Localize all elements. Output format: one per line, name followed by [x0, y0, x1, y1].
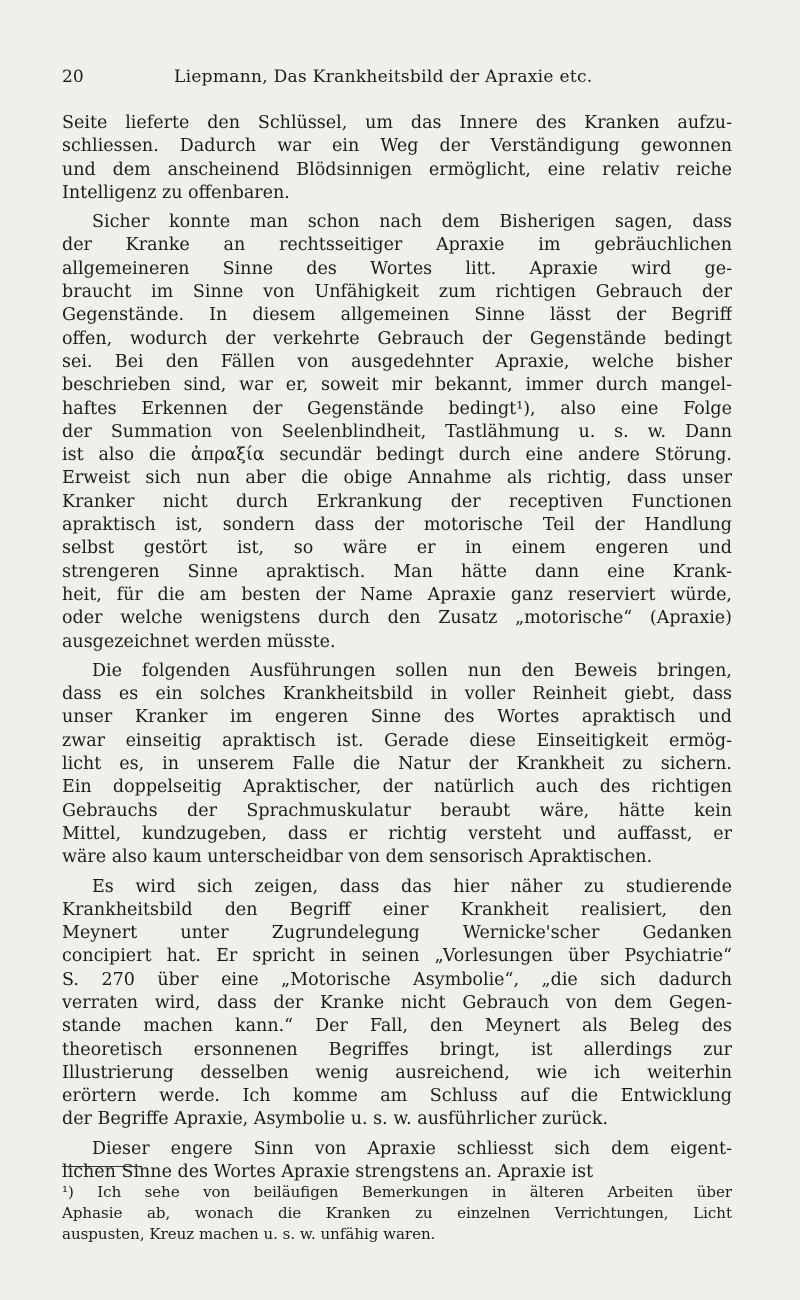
text-line: sei. Bei den Fällen von ausgedehnter Apraxie, welche bisher [62, 351, 732, 372]
paragraph [62, 112, 732, 205]
footnote-line: auspusten, Kreuz machen u. s. w. unfähig waren. [62, 1225, 436, 1243]
paragraph [62, 660, 732, 870]
text-line: dass es ein solches Krankheitsbild in voller Reinheit giebt, dass [62, 684, 732, 705]
paragraph [62, 876, 732, 1132]
text-line: Illustrierung desselben wenig ausreichend, wie ich weiterhin [62, 1062, 732, 1083]
text-line: ausgezeichnet werden müsste. [62, 631, 336, 652]
text-line: oder welche wenigstens durch den Zusatz „motorische“ (Apraxie) [62, 608, 732, 629]
text-line: haftes Erkennen der Gegenstände bedingt¹), also eine Folge [62, 398, 732, 419]
text-line: Seite lieferte den Schlüssel, um das Innere des Kranken aufzu- [62, 113, 732, 133]
paragraph [62, 211, 732, 654]
text-line: Dieser engere Sinn von Apraxie schliesst sich dem eigent- [92, 1138, 732, 1159]
text-line: der Kranke an rechtsseitiger Apraxie im gebräuchlichen [62, 235, 732, 256]
text-line: lichen Sinne des Wortes Apraxie strengstens an. Apraxie ist [62, 1162, 594, 1183]
text-line: der Summation von Seelenblindheit, Tastlähmung u. s. w. Dann [62, 421, 732, 442]
text-line: Es wird sich zeigen, dass das hier näher zu studierende [92, 876, 732, 897]
text-line: zwar einseitig apraktisch ist. Gerade diese Einseitigkeit ermög- [62, 730, 732, 751]
text-line: wäre also kaum unterscheidbar von dem sensorisch Apraktischen. [62, 847, 653, 868]
text-line: S. 270 über eine „Motorische Asymbolie“, „die sich dadurch [62, 969, 732, 990]
text-line: verraten wird, dass der Kranke nicht Gebrauch von dem Gegen- [62, 992, 732, 1013]
page-number: 20 [62, 67, 84, 87]
text-line: ist also die ἀπραξία secundär bedingt durch eine andere Störung. [62, 445, 732, 466]
text-line: concipiert hat. Er spricht in seinen „Vorlesungen über Psychiatrie“ [62, 946, 732, 967]
text-line: strengeren Sinne apraktisch. Man hätte dann eine Krank- [62, 561, 732, 582]
footnote-line: ¹) Ich sehe von beiläufigen Bemerkungen in älteren Arbeiten über [62, 1183, 732, 1201]
text-line: Intelligenz zu offenbaren. [62, 182, 290, 203]
text-line: und dem anscheinend Blödsinnigen ermöglicht, eine relativ reiche [62, 159, 732, 180]
footnote-divider [62, 1166, 142, 1167]
text-line: apraktisch ist, sondern dass der motorische Teil der Handlung [62, 515, 732, 536]
text-line: unser Kranker im engeren Sinne des Wortes apraktisch und [62, 707, 732, 728]
text-line: Kranker nicht durch Erkrankung der receptiven Functionen [62, 491, 732, 512]
text-line: Ein doppelseitig Apraktischer, der natürlich auch des richtigen [62, 777, 732, 798]
paragraph [62, 1138, 732, 1185]
text-line: stande machen kann.“ Der Fall, den Meynert als Beleg des [62, 1016, 732, 1037]
text-line: schliessen. Dadurch war ein Weg der Verständigung gewonnen [62, 136, 732, 157]
text-line: licht es, in unserem Falle die Natur der Krankheit zu sichern. [62, 754, 732, 775]
body-text [62, 112, 732, 1184]
text-line: theoretisch ersonnenen Begriffes bringt, ist allerdings zur [62, 1039, 732, 1060]
running-head [62, 62, 722, 92]
text-line: selbst gestört ist, so wäre er in einem engeren und [62, 538, 732, 559]
text-line: Meynert unter Zugrundelegung Wernicke'scher Gedanken [62, 923, 732, 944]
running-title: Liepmann, Das Krankheitsbild der Apraxie etc. [174, 67, 593, 87]
text-line: braucht im Sinne von Unfähigkeit zum richtigen Gebrauch der [62, 282, 732, 303]
text-line: offen, wodurch der verkehrte Gebrauch der Gegenstände bedingt [62, 328, 732, 349]
text-line: der Begriffe Apraxie, Asymbolie u. s. w. ausführlicher zurück. [62, 1109, 609, 1130]
text-line: Erweist sich nun aber die obige Annahme als richtig, dass unser [62, 468, 732, 489]
text-line: Sicher konnte man schon nach dem Bisherigen sagen, dass [92, 212, 732, 233]
text-line: Krankheitsbild den Begriff einer Krankheit realisiert, den [62, 899, 732, 920]
text-line: Die folgenden Ausführungen sollen nun den Beweis bringen, [92, 660, 732, 681]
text-line: heit, für die am besten der Name Apraxie ganz reserviert würde, [62, 584, 732, 605]
text-line: allgemeineren Sinne des Wortes litt. Apraxie wird ge- [62, 258, 732, 279]
text-line: erörtern werde. Ich komme am Schluss auf die Entwicklung [62, 1086, 732, 1107]
text-line: beschrieben sind, war er, soweit mir bekannt, immer durch mangel- [62, 375, 732, 396]
text-line: Mittel, kundzugeben, dass er richtig versteht und auffasst, er [62, 823, 732, 844]
footnote [62, 1182, 732, 1245]
text-line: Gebrauchs der Sprachmuskulatur beraubt wäre, hätte kein [62, 800, 732, 821]
footnote-line: Aphasie ab, wonach die Kranken zu einzelnen Verrichtungen, Licht [62, 1204, 732, 1222]
text-line: Gegenstände. In diesem allgemeinen Sinne lässt der Begriff [62, 305, 732, 326]
